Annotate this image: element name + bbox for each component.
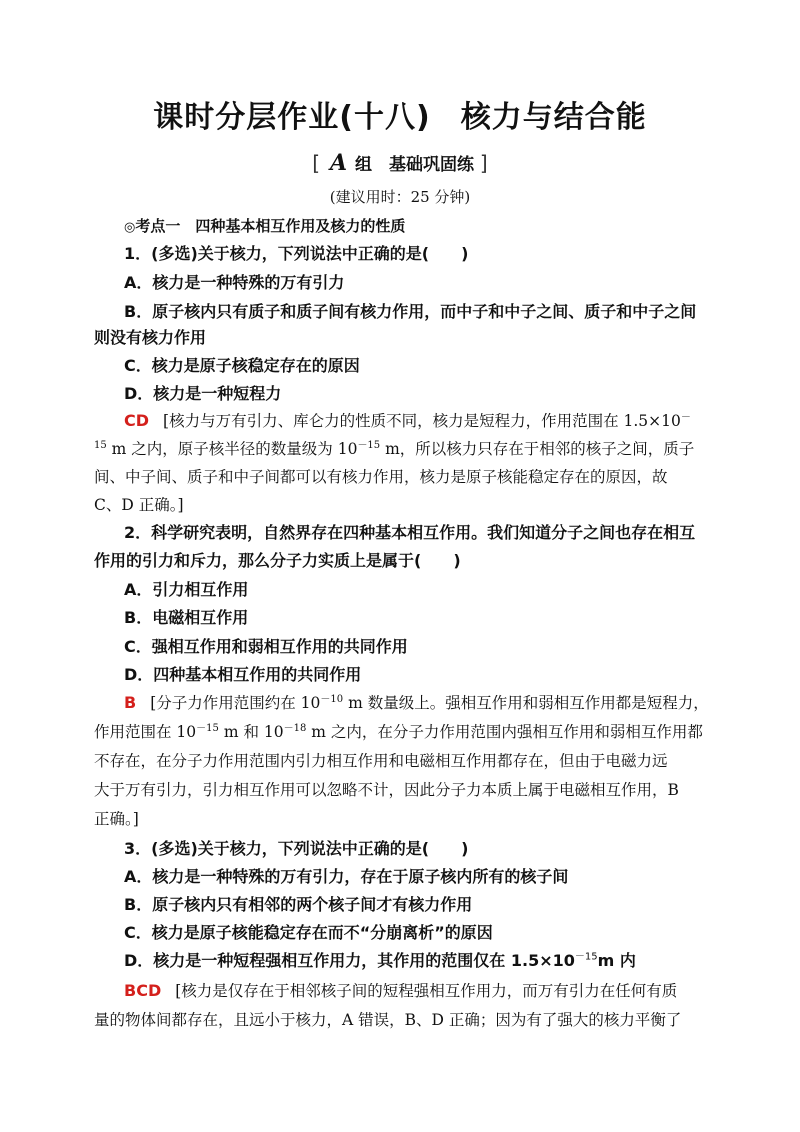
q2-option-b: B．电磁相互作用 (124, 608, 249, 627)
q3-answer-key: BCD (124, 981, 162, 1000)
q2-explanation-line2: 作用范围在 $10^{-15}$ m 和 $10^{-18}$ m 之内，在分子力作用范围内强相互作用和弱相互作用都 (94, 722, 703, 741)
q1-explanation-line3: 间、中子间、质子和中子间都可以有核力作用，核力是原子核能稳定存在的原因，故 (94, 468, 668, 486)
q2-explanation-line3: 不存在，在分子力作用范围内引力相互作用和电磁相互作用都存在，但由于电磁力远 (94, 752, 668, 770)
group-letter-badge: A (330, 150, 348, 176)
q3-option-b: B．原子核内只有相邻的两个核子间才有核力作用 (124, 895, 473, 914)
q2-stem-line2: 作用的引力和斥力，那么分子力实质上是属于( ) (94, 551, 461, 570)
q1-option-b-line1: B．原子核内只有质子和质子间有核力作用，而中子和中子之间、质子和中子之间 (124, 302, 697, 321)
q2-answer-key: B (124, 693, 137, 712)
q3-option-d: D．核力是一种短程强相互作用力，其作用的范围仅在 $1.5\times 10^{-15}m$ 内 (124, 951, 636, 970)
q2-explanation-line1: B [分子力作用范围约在 $10^{-10}$ m 数量级上。强相互作用和弱相互作用都是短程力， (124, 693, 709, 712)
q1-option-d: D．核力是一种短程力 (124, 384, 282, 403)
q3-explanation-line1: BCD [核力是仅存在于相邻核子间的短程强相互作用力，而万有引力在任何有质 (124, 981, 678, 1000)
q3-option-a: A．核力是一种特殊的万有引力，存在于原子核内所有的核子间 (124, 867, 569, 886)
q3-option-c: C．核力是原子核能稳定存在而不“分崩离析”的原因 (124, 923, 493, 942)
q1-option-b-line2: 则没有核力作用 (94, 328, 207, 347)
q1-option-a: A．核力是一种特殊的万有引力 (124, 273, 345, 292)
q2-explanation-line4: 大于万有引力，引力相互作用可以忽略不计，因此分子力本质上属于电磁相互作用，B (94, 781, 679, 799)
q2-option-a: A．引力相互作用 (124, 580, 249, 599)
suggested-time: (建议用时：25 分钟) (329, 188, 471, 206)
title-part2: 核力与结合能 (460, 100, 647, 135)
q1-answer-key: CD (124, 411, 150, 430)
target-icon: ◎ (124, 220, 136, 235)
section-heading (124, 215, 714, 239)
q1-option-c: C．核力是原子核稳定存在的原因 (124, 356, 360, 375)
group-label: 组 基础巩固练 (355, 155, 474, 175)
q1-explanation-line1: CD [核力与万有引力、库仑力的性质不同，核力是短程力，作用范围在 1.5×10－ (124, 411, 691, 430)
q1-stem: 1．(多选)关于核力，下列说法中正确的是( ) (124, 244, 469, 263)
group-heading (0, 150, 800, 176)
q2-option-d: D．四种基本相互作用的共同作用 (124, 665, 362, 684)
q3-explanation-line2: 量的物体间都存在，且远小于核力，A 错误，B、D 正确；因为有了强大的核力平衡了 (94, 1011, 682, 1029)
q3-stem: 3．(多选)关于核力，下列说法中正确的是( ) (124, 839, 469, 858)
q1-explanation-line4: C、D 正确。] (94, 496, 184, 514)
title-part1: 课时分层作业(十八) (153, 100, 431, 135)
bracket-left: [ (312, 151, 321, 175)
q2-stem-line1: 2．科学研究表明，自然界存在四种基本相互作用。我们知道分子之间也存在相互 (124, 523, 696, 542)
q2-explanation-line5: 正确。] (94, 810, 139, 828)
bracket-right: ] (479, 151, 488, 175)
q1-explanation-line2: $^{15}$ m 之内，原子核半径的数量级为 $10^{-15}$ m，所以核力只存在于相邻的核子之间，质子 (94, 439, 695, 458)
page-title (0, 92, 800, 136)
section-title: 考点一 四种基本相互作用及核力的性质 (135, 217, 406, 235)
q2-option-c: C．强相互作用和弱相互作用的共同作用 (124, 637, 408, 656)
